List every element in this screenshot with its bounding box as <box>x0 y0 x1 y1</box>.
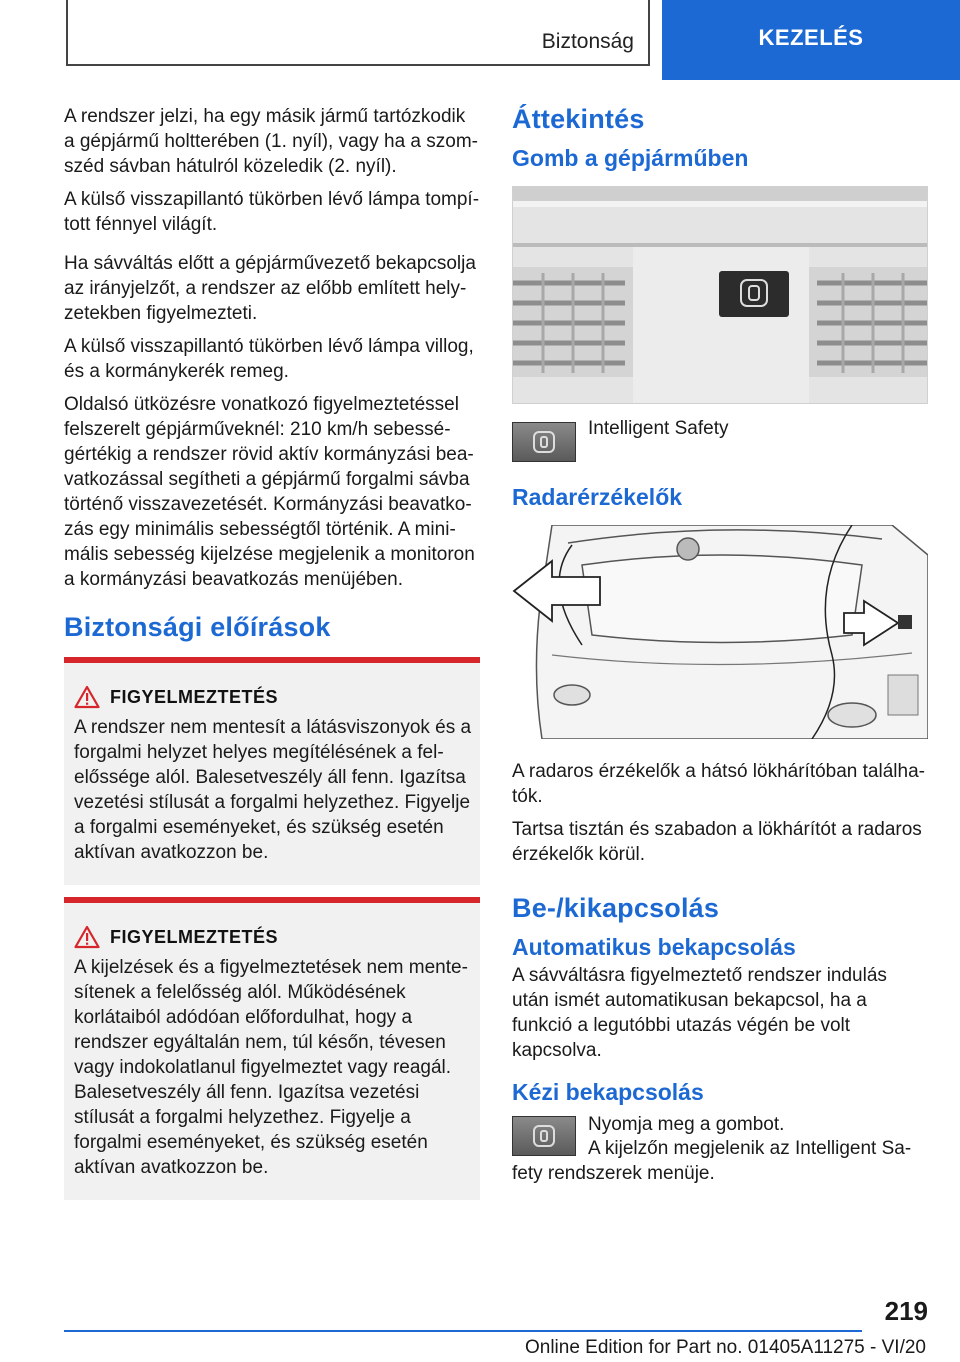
footer-rule <box>64 1330 862 1332</box>
footer-edition: Online Edition for Part no. 01405A11275 - VI/20 <box>524 1337 926 1358</box>
dashboard-button-image <box>512 186 928 404</box>
paragraph: Ha sávváltás előtt a gépjárművezető bekapcsolja az irányjelzőt, a rendszer az előbb említett helyzetekben figyelmezteti. <box>64 253 476 324</box>
warning-triangle-icon <box>74 925 100 949</box>
warning-text: A rendszer nem mentesít a látásviszonyok és a forgalmi helyzet helyes megítélésének a felelőssége alól. Balesetveszély áll fenn. Igazítsa vezetési stílusát a forgalmi helyzethez. Figyelje a forgalmi eseményeket, és szükség esetén aktívan avatkozzon be. <box>74 717 472 863</box>
rear-bumper-illustration <box>512 525 928 739</box>
warning-text: A kijelzések és a figyelmeztetések nem mentesítenek a felelősség alól. Működésének korlátaiból adódóan előfordulhat, hogy a rendszer egyáltalán nem, túl későn, tévesen vagy indokolatlanul figyelmeztet vagy reagál. Balesetveszély áll fenn. Igazítsa vezetési stílusát a forgalmi helyzethez. Figyelje a forgalmi eseményeket, és szükség esetén aktívan avatkozzon be. <box>74 957 468 1178</box>
paragraph: Oldalsó ütközésre vonatkozó figyelmeztetéssel felszerelt gépjárműveknél: 210 km/h sebességértékig a rendszer rövid aktív kormányzási beavatkozással segítheti a gépjármű forgalmi sávba történő visszavezetését. Kormányzási beavatkozás egy minimális sebességtől történik. A minimális sebesség kijelzése megjelenik a monitoron a kormányzási beavatkozás menüjében. <box>64 394 475 590</box>
paragraph: A külső visszapillantó tükörben lévő lámpa tompított fénnyel világít. <box>64 189 480 235</box>
subheading-button: Gomb a gépjárműben <box>512 145 749 171</box>
warning-box <box>64 657 480 885</box>
warning-title <box>74 685 474 709</box>
section-heading-safety: Biztonsági előírások <box>64 612 331 642</box>
paragraph: A sávváltásra figyelmeztető rendszer indulás után ismét automatikusan bekapcsol, ha a funkció a legutóbbi utazás végén be volt kapcsolva. <box>512 965 887 1061</box>
subheading-manual: Kézi bekapcsolás <box>512 1079 704 1105</box>
header-right-rule <box>648 0 650 66</box>
warning-box <box>64 897 480 1200</box>
page-number: 219 <box>884 1296 928 1326</box>
button-legend <box>512 418 928 462</box>
header-bottom-rule <box>66 64 650 66</box>
paragraph: Nyomja meg a gombot. <box>588 1114 785 1135</box>
paragraph: Tartsa tisztán és szabadon a lökhárítót a radaros érzékelők körül. <box>512 819 922 865</box>
warning-triangle-icon <box>74 685 100 709</box>
section-heading-overview: Áttekintés <box>512 104 645 134</box>
button-label: Intelligent Safety <box>588 418 729 439</box>
subheading-auto: Automatikus bekapcsolás <box>512 934 796 960</box>
warning-title-text: FIGYELMEZTETÉS <box>110 926 279 947</box>
left-column <box>64 104 480 1200</box>
paragraph: A rendszer jelzi, ha egy másik jármű tartózkodik a gépjármű holtterében (1. nyíl), vagy ha a szomszéd sávban hátulról közeledik (2. nyíl). <box>64 106 478 177</box>
intelligent-safety-icon[interactable] <box>512 422 576 462</box>
dashboard-illustration <box>513 187 928 404</box>
right-column <box>512 104 928 1194</box>
intelligent-safety-icon[interactable] <box>512 1116 576 1156</box>
header-chapter-tab[interactable]: KEZELÉS <box>662 0 960 80</box>
paragraph: A külső visszapillantó tükörben lévő lámpa villog, és a kormánykerék remeg. <box>64 336 474 382</box>
section-heading-onoff: Be-/kikapcsolás <box>512 893 720 923</box>
header-section-title: Biztonság <box>541 30 634 53</box>
rear-bumper-image <box>512 525 928 739</box>
warning-title <box>74 925 474 949</box>
paragraph: A radaros érzékelők a hátsó lökhárítóban találhatók. <box>512 761 925 807</box>
warning-title-text: FIGYELMEZTETÉS <box>110 686 279 707</box>
header-left-rule <box>66 0 68 66</box>
paragraph: A kijelzőn megjelenik az Intelligent Safety rendszerek menüje. <box>512 1138 912 1184</box>
subheading-radar: Radarérzékelők <box>512 484 683 510</box>
